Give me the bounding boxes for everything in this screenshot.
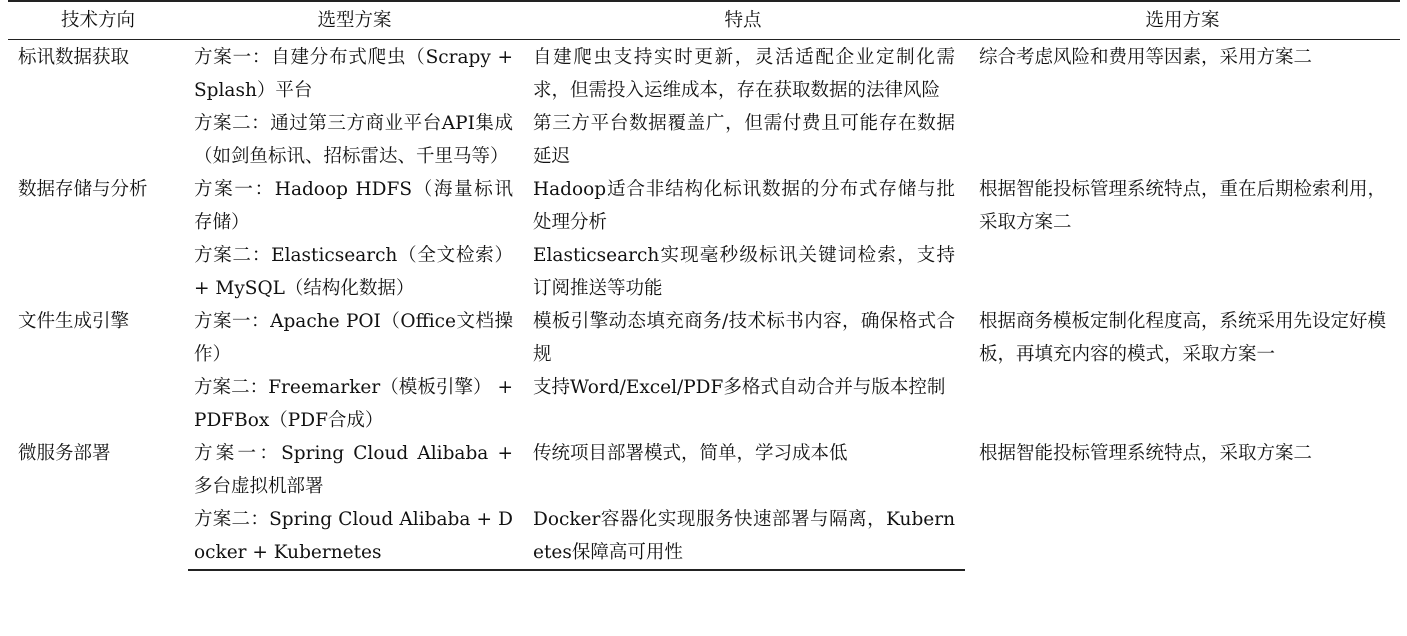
table-header-row — [8, 1, 1400, 40]
feature-cell: Docker容器化实现服务快速部署与隔离，Kubernetes保障高可用性 — [521, 503, 965, 570]
scheme-cell: 方案一：Spring Cloud Alibaba + 多台虚拟机部署 — [194, 443, 513, 497]
feature-cell: 传统项目部署模式，简单，学习成本低 — [533, 443, 848, 464]
scheme-cell: 方案二：Spring Cloud Alibaba + Docker + Kubernetes — [188, 503, 521, 570]
direction-cell: 文件生成引擎 — [18, 311, 130, 332]
direction-cell: 数据存储与分析 — [18, 179, 148, 200]
scheme-cell: 方案一：自建分布式爬虫（Scrapy + Splash）平台 — [194, 47, 513, 101]
scheme-cell: 方案二：Freemarker（模板引擎） + PDFBox（PDF合成） — [194, 377, 513, 431]
table-row — [8, 173, 1400, 239]
header-feature: 特点 — [521, 1, 965, 40]
choice-cell: 根据智能投标管理系统特点，采取方案二 — [979, 443, 1313, 464]
choice-cell: 根据智能投标管理系统特点，重在后期检索利用，采取方案二 — [979, 179, 1387, 233]
feature-cell: Hadoop适合非结构化标讯数据的分布式存储与批处理分析 — [533, 179, 955, 233]
table-row — [8, 305, 1400, 371]
header-choice: 选用方案 — [965, 1, 1400, 40]
header-scheme: 选型方案 — [188, 1, 521, 40]
header-direction: 技术方向 — [8, 1, 188, 40]
choice-cell: 综合考虑风险和费用等因素，采用方案二 — [979, 47, 1313, 68]
scheme-cell: 方案一：Hadoop HDFS（海量标讯存储） — [194, 179, 513, 233]
direction-cell: 微服务部署 — [18, 443, 111, 464]
feature-cell: 支持Word/Excel/PDF多格式自动合并与版本控制 — [533, 377, 946, 398]
feature-cell: 模板引擎动态填充商务/技术标书内容，确保格式合规 — [533, 311, 955, 365]
tech-selection-table — [8, 0, 1400, 571]
feature-cell: Elasticsearch实现毫秒级标讯关键词检索，支持订阅推送等功能 — [533, 245, 955, 299]
choice-cell: 根据商务模板定制化程度高，系统采用先设定好模板，再填充内容的模式，采取方案一 — [979, 311, 1387, 365]
scheme-cell: 方案二：通过第三方商业平台API集成（如剑鱼标讯、招标雷达、千里马等） — [194, 113, 513, 167]
direction-cell: 标讯数据获取 — [18, 47, 130, 68]
scheme-cell: 方案一：Apache POI（Office文档操作） — [194, 311, 513, 365]
feature-cell: 自建爬虫支持实时更新，灵活适配企业定制化需求，但需投入运维成本，存在获取数据的法律风险 — [533, 47, 955, 101]
table-row — [8, 40, 1400, 108]
feature-cell: 第三方平台数据覆盖广，但需付费且可能存在数据延迟 — [533, 113, 955, 167]
table-row — [8, 437, 1400, 503]
scheme-cell: 方案二：Elasticsearch（全文检索） + MySQL（结构化数据） — [194, 245, 513, 299]
